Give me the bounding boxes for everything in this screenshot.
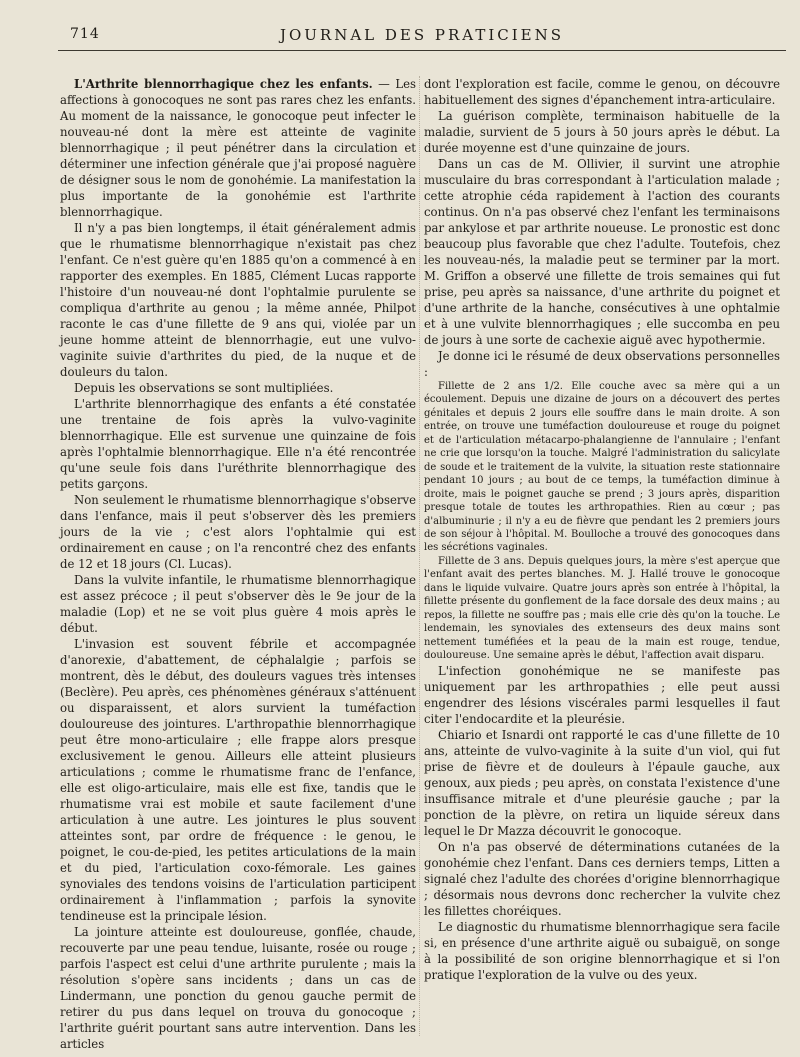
observation-1: Fillette de 2 ans 1/2. Elle couche avec sa mère qui a un écoulement. Depuis une dizaine de jours on a découvert des pertes génitales et depuis 2 jours elle souffre dans le main droite. A son entrée, on trouve une tuméfaction douloureuse et rouge du poignet et de l'articulation métacarpo-phalangienne de l'annulaire ; l'enfant ne crie que lorsqu'on la touche. Malgré l'administration du salicylate de soude et le traitement de la vulvite, la situation reste stationnaire pendant 10 jours ; au bout de ce temps, la tuméfaction diminue à droite, mais le poignet gauche se prend ; 3 jours après, disparition presque totale de toutes les arthropathies. Rien au cœur ; pas d'albuminurie ; il n'y a eu de fièvre que pendant les 2 premiers jours de son séjour à l'hôpital. M. Boulloche a trouvé des gonocoques dans les sécrétions vaginales. [424, 381, 780, 554]
journal-title: JOURNAL DES PRATICIENS [279, 26, 565, 44]
paragraph: Chiario et Isnardi ont rapporté le cas d'une fillette de 10 ans, atteinte de vulvo-vaginite à la suite d'un viol, qui fut prise de fièvre et de douleurs à l'épaule gauche, aux genoux, aux pieds ; peu après, on constata l'existence d'une insuffisance mitrale et d'une pleurésie gauche ; par la ponction de la plèvre, on retira un liquide séreux dans lequel le Dr Mazza découvrit le gonocoque. [424, 727, 780, 838]
left-column [60, 76, 416, 1052]
paragraph: La jointure atteinte est douloureuse, gonflée, chaude, recouverte par une peau tendue, luisante, rosée ou rouge ; parfois l'aspect est celui d'une arthrite purulente ; mais la résolution s'opère sans incidents ; dans un cas de Lindermann, une ponction du genou gauche permit de retirer du pus dans lequel on trouva du gonocoque ; l'arthrite guérit pourtant sans autre intervention. Dans les articles [60, 925, 416, 1051]
paragraph: La guérison complète, terminaison habituelle de la maladie, survient de 5 jours à 50 jours après le début. La durée moyenne est d'une quinzaine de jours. [424, 109, 780, 155]
paragraph [60, 76, 416, 220]
paragraph: dont l'exploration est facile, comme le genou, on découvre habituellement des signes d'épanchement intra-articulaire. [424, 77, 780, 107]
paragraph: Dans un cas de M. Ollivier, il survint une atrophie musculaire du bras correspondant à l'articulation malade ; cette atrophie céda rapidement à l'action des courants continus. On n'a pas observé chez l'enfant les terminaisons par ankylose et par arthrite noueuse. Le pronostic est donc beaucoup plus favorable que chez l'adulte. Toutefois, chez les nouveau-nés, la maladie peut se terminer par la mort. M. Griffon a observé une fillette de trois semaines qui fut prise, peu après sa naissance, d'une arthrite du poignet et d'une arthrite de la hanche, consécutives à une ophtalmie et à une vulvite blennorrhagiques ; elle succomba en peu de jours à une sorte de cachexie aiguë avec hypothermie. [424, 157, 780, 347]
article-title: L'Arthrite blennorrhagique chez les enfants. [74, 77, 373, 91]
header-rule [58, 50, 786, 51]
paragraph: Il n'y a pas bien longtemps, il était généralement admis que le rhumatisme blennorrhagique n'existait pas chez l'enfant. Ce n'est guère qu'en 1885 qu'on a commencé à en rapporter des exemples. En 1885, Clément Lucas rapporte l'histoire d'un nouveau-né dont l'ophtalmie purulente se compliqua d'arthrite au genou ; la même année, Philpot raconte le cas d'une fillette de 9 ans qui, violée par un jeune homme atteint de blennorrhagie, eut une vulvo-vaginite suivie d'arthrites du pied, de la nuque et de douleurs du talon. [60, 221, 416, 379]
paragraph: On n'a pas observé de déterminations cutanées de la gonohémie chez l'enfant. Dans ces derniers temps, Litten a signalé chez l'adulte des chorées d'origine blennorrhagique ; désormais nous devrons donc rechercher la vulvite chez les fillettes choréiques. [424, 839, 780, 918]
paragraph: L'infection gonohémique ne se manifeste pas uniquement par les arthropathies ; elle peut aussi engendrer des lésions viscérales parmi lesquelles il faut citer l'endocardite et la pleurésie. [424, 663, 780, 726]
page-number: 714 [70, 26, 100, 42]
running-header [58, 26, 786, 48]
right-column [424, 76, 780, 983]
paragraph: L'arthrite blennorrhagique des enfants a été constatée une trentaine de fois après la vulvo-vaginite blennorrhagique. Elle est survenue une quinzaine de fois après l'ophtalmie blennorrhagique. Elle n'a été rencontrée qu'une seule fois dans l'uréthrite blennorrhagique des petits garçons. [60, 397, 416, 491]
paragraph: Depuis les observations se sont multipliées. [74, 381, 334, 395]
observation-2: Fillette de 3 ans. Depuis quelques jours, la mère s'est aperçue que l'enfant avait des pertes blanches. M. J. Hallé trouve le gonocoque dans le liquide vulvaire. Quatre jours après son entrée à l'hôpital, la fillette présente du gonflement de la face dorsale des deux mains ; au repos, la fillette ne souffre pas ; mais elle crie dès qu'on la touche. Le lendemain, les synoviales des extenseurs des deux mains sont nettement tuméfiées et la peau de la main est rouge, tendue, douloureuse. Une semaine après le début, l'affection avait disparu. [424, 555, 780, 662]
paragraph-text: — Les affections à gonocoques ne sont pas rares chez les enfants. Au moment de la naissance, le gonocoque peut infecter le nouveau-né dont la mère est atteinte de vaginite blennorrhagique ; il peut pénétrer dans la circulation et déterminer une infection générale que j'ai proposé naguère de désigner sous le nom de gonohémie. La manifestation la plus importante de la gonohémie est l'arthrite blennorrhagique. [60, 77, 416, 219]
paragraph: Dans la vulvite infantile, le rhumatisme blennorrhagique est assez précoce ; il peut s'observer dès le 9e jour de la maladie (Lop) et ne se voit plus guère 4 mois après le début. [60, 573, 416, 635]
paragraph: Non seulement le rhumatisme blennorrhagique s'observe dans l'enfance, mais il peut s'observer dès les premiers jours de la vie ; c'est alors l'ophtalmie qui est ordinairement en cause ; on l'a rencontré chez des enfants de 12 et 18 jours (Cl. Lucas). [60, 493, 416, 571]
column-divider [419, 76, 420, 1036]
paragraph: Le diagnostic du rhumatisme blennorrhagique sera facile si, en présence d'une arthrite aiguë ou subaiguë, on songe à la possibilité de son origine blennorrhagique et si l'on pratique l'exploration de la vulve ou des yeux. [424, 919, 780, 982]
paragraph: Je donne ici le résumé de deux observations personnelles : [424, 349, 780, 379]
paragraph: L'invasion est souvent fébrile et accompagnée d'anorexie, d'abattement, de céphalalgie ; parfois se montrent, dès le début, des douleurs vagues très intenses (Beclère). Peu après, ces phénomènes généraux s'atténuent ou disparaissent, et alors survient la tuméfaction douloureuse des jointures. L'arthropathie blennorrhagique peut être mono-articulaire ; elle frappe alors presque exclusivement le genou. Ailleurs elle atteint plusieurs articulations ; comme le rhumatisme franc de l'enfance, elle est oligo-articulaire, mais elle est fixe, tandis que le rhumatisme vrai est mobile et saute facilement d'une articulation à une autre. Les jointures le plus souvent atteintes sont, par ordre de fréquence : le genou, le poignet, le cou-de-pied, les petites articulations de la main et du pied, l'articulation coxo-fémorale. Les gaines synoviales des tendons voisins de l'articulation participent ordinairement à l'inflammation ; parfois la synovite tendineuse est la principale lésion. [60, 637, 416, 923]
